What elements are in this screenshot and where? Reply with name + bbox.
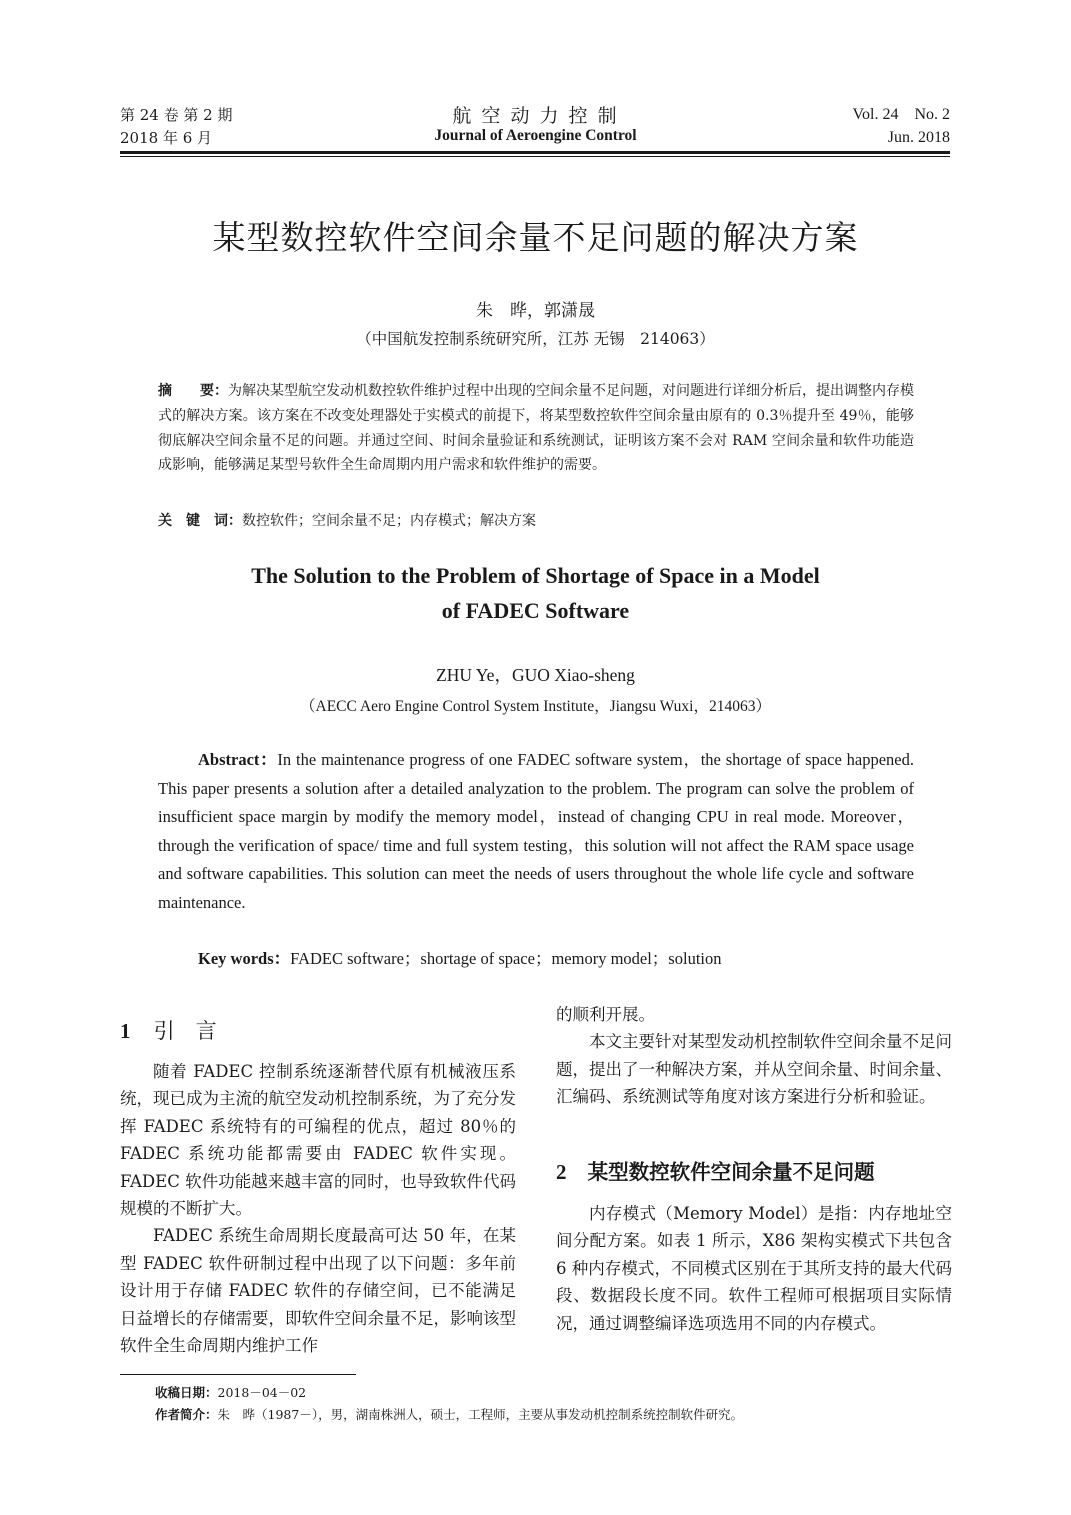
footnote-author [155, 1404, 743, 1426]
date-en: Jun. 2018 [887, 129, 950, 146]
left-column [120, 1058, 516, 1359]
paper-title-cn: 某型数控软件空间余量不足问题的解决方案 [212, 218, 859, 257]
header-rule [120, 151, 950, 154]
section1-number: 1 [120, 1019, 131, 1043]
affiliation-cn: （中国航发控制系统研究所，江苏 无锡 214063） [356, 330, 715, 348]
author-bio: 朱 晔（1987－），男，湖南株洲人，硕士，工程师，主要从事发动机控制系统控制软件研究。 [217, 1407, 744, 1422]
keywords-en-text: FADEC software；shortage of space；memory model；solution [290, 949, 722, 968]
section2-paragraph-1: 内存模式（Memory Model）是指：内存地址空间分配方案。如表 1 所示，X86 架构实模式下共包含 6 种内存模式，不同模式区别在于其所支持的最大代码段、数据段长度不同。软件工程师可根据项目实际情况，通过调整编译选项选用不同的内存模式。 [556, 1204, 952, 1333]
authors-en: ZHU Ye，GUO Xiao-sheng [436, 665, 635, 685]
date-cn: 2018 年 6 月 [120, 129, 213, 147]
keywords-cn [158, 509, 914, 534]
footnote-rule [120, 1374, 356, 1375]
abstract-en-text: In the maintenance progress of one FADEC software system，the shortage of space happened. This paper presents a solution after a detailed analyzation to the problem. The program can solve the problem of insufficient space margin by modify the memory model，instead of changing CPU in real mode. Moreover，through the verification of space/ time and full system testing，this solution will not affect the RAM space usage and software capabilities. This solution can meet the needs of users throughout the whole life cycle and software maintenance. [158, 750, 914, 912]
paper-title-en-line1: The Solution to the Problem of Shortage of Space in a Model [251, 563, 820, 588]
section2-body [556, 1200, 952, 1337]
section2-heading [556, 1155, 875, 1185]
keywords-cn-label: 关 键 词： [158, 513, 242, 529]
section1-paragraph-1: 随着 FADEC 控制系统逐渐替代原有机械液压系统，现已成为主流的航空发动机控制系统，为了充分发挥 FADEC 系统特有的可编程的优点，超过 80％的 FADEC 系统功能都需要由 FADEC 软件实现。FADEC 软件功能越来越丰富的同时，也导致软件代码规模的不断扩大。 [120, 1062, 516, 1219]
footnote-received [155, 1382, 306, 1404]
received-date: 2018－04－02 [217, 1385, 307, 1400]
journal-title-cn: 航 空 动 力 控 制 [452, 105, 619, 127]
header-rule-thin [120, 156, 950, 157]
section2-number: 2 [556, 1160, 567, 1184]
volume-issue-en: Vol. 24 No. 2 [852, 106, 950, 123]
volume-issue-cn: 第 24 卷 第 2 期 [120, 106, 233, 124]
keywords-en [158, 945, 914, 974]
abstract-en [158, 746, 914, 918]
section2-title: 某型数控软件空间余量不足问题 [587, 1160, 875, 1184]
affiliation-en: （AECC Aero Engine Control System Institute，Jiangsu Wuxi，214063） [300, 698, 771, 715]
received-label: 收稿日期： [155, 1385, 218, 1400]
section1-title: 引 言 [153, 1019, 217, 1043]
abstract-cn-text: 为解决某型航空发动机数控软件维护过程中出现的空间余量不足问题，对问题进行详细分析后，提出调整内存模式的解决方案。该方案在不改变处理器处于实模式的前提下，将某型数控软件空间余量由原有的 0.3％提升至 49％，能够彻底解决空间余量不足的问题。并通过空间、时间余量验证和系统测试，证明该方案不会对 RAM 空间余量和软件功能造成影响，能够满足某型号软件全生命周期内用户需求和软件维护的需要。 [158, 383, 914, 474]
section1-heading [120, 1015, 217, 1045]
paper-title-en-line2: of FADEC Software [441, 598, 630, 623]
right-column [556, 1001, 952, 1111]
section1-paragraph-3: 本文主要针对某型发动机控制软件空间余量不足问题，提出了一种解决方案，并从空间余量、时间余量、汇编码、系统测试等角度对该方案进行分析和验证。 [556, 1032, 952, 1107]
keywords-en-label: Key words： [198, 949, 291, 968]
abstract-cn [158, 379, 914, 478]
journal-title-en: Journal of Aeroengine Control [434, 127, 637, 144]
abstract-en-label: Abstract： [198, 750, 278, 769]
keywords-cn-text: 数控软件；空间余量不足；内存模式；解决方案 [242, 513, 536, 529]
authors-cn: 朱 晔，郭潇晟 [476, 301, 595, 321]
author-bio-label: 作者简介： [155, 1407, 218, 1422]
section1-paragraph-2: FADEC 系统生命周期长度最高可达 50 年，在某型 FADEC 软件研制过程中出现了以下问题：多年前设计用于存储 FADEC 软件的存储空间，已不能满足日益增长的存储需要，即软件空间余量不足，影响该型软件全生命周期内维护工作 [120, 1226, 516, 1356]
abstract-cn-label: 摘 要： [158, 383, 228, 399]
section1-paragraph-2-continued: 的顺利开展。 [556, 1005, 655, 1024]
